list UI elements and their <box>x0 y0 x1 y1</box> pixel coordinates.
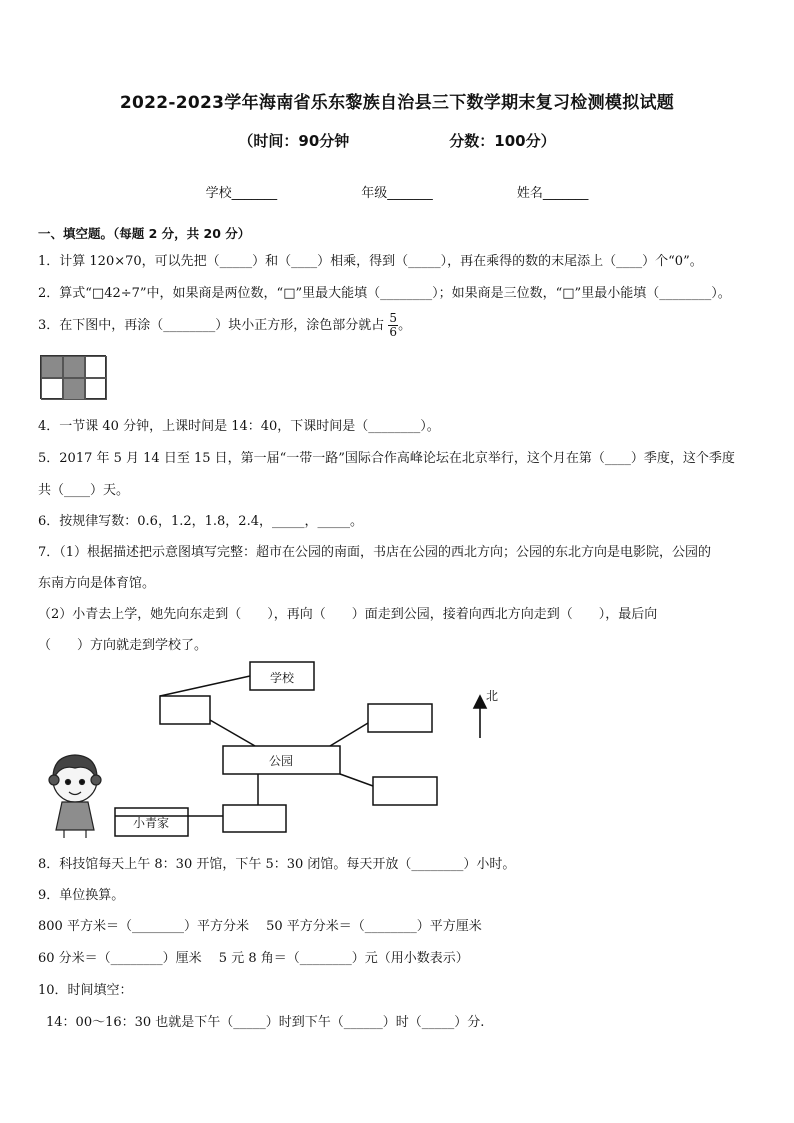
connector-line <box>330 723 368 746</box>
question-5-line1: 5．2017 年 5 月 14 日至 15 日，第一届“一带一路”国际合作高峰论坛在北京举行，这个月在第（____）季度，这个季度 <box>38 451 735 466</box>
grid-cell-shaded <box>63 356 85 378</box>
question-3-end: 。 <box>398 318 412 333</box>
connector-line <box>160 676 250 696</box>
grid-cell <box>85 356 107 378</box>
school-label: 学校 <box>269 671 295 685</box>
grid-cell-shaded <box>63 378 85 400</box>
map-diagram <box>40 658 520 843</box>
park-label: 公园 <box>268 754 294 768</box>
question-3 <box>38 312 411 339</box>
blank-box-northeast <box>368 704 432 732</box>
exam-meta <box>0 130 794 151</box>
fraction <box>388 312 398 339</box>
question-7-line3: （2）小青去上学，她先向东走到（ ），再向（ ）面走到公园，接着向西北方向走到（ ），最后向 <box>38 607 658 622</box>
question-5-line2: 共（____）天。 <box>38 483 130 498</box>
grid-cell <box>85 378 107 400</box>
north-arrow-icon <box>474 696 486 738</box>
question-3-text: 3．在下图中，再涂（________）块小正方形，涂色部分就占 <box>38 318 385 333</box>
question-9: 9．单位换算。 <box>38 888 125 903</box>
question-4: 4．一节课 40 分钟，上课时间是 14：40，下课时间是（________）。 <box>38 419 440 434</box>
home-label: 小青家 <box>132 816 170 830</box>
north-label: 北 <box>486 689 499 703</box>
grid-cell-shaded <box>41 356 63 378</box>
question-7-line2: 东南方向是体育馆。 <box>38 576 156 591</box>
question-1: 1．计算 120×70，可以先把（_____）和（____）相乘，得到（_____），再在乘得的数的末尾添上（____）个“0”。 <box>38 254 703 269</box>
blank-box-northwest <box>160 696 210 724</box>
question-7-line4: （ ）方向就走到学校了。 <box>38 638 208 653</box>
girl-illustration-icon <box>49 755 101 838</box>
question-9-row2: 60 分米＝（________）厘米 5 元 8 角＝（________）元（用小数表示） <box>38 951 469 966</box>
fraction-denominator: 6 <box>389 325 398 339</box>
question-9-row1: 800 平方米＝（________）平方分米 50 平方分米＝（________）平方厘米 <box>38 919 482 934</box>
grid-cell <box>41 378 63 400</box>
exam-score: 分数：100分） <box>449 132 556 150</box>
student-info <box>0 182 794 201</box>
page-title: 2022-2023学年海南省乐东黎族自治县三下数学期末复习检测模拟试题 <box>119 93 675 113</box>
question-8: 8．科技馆每天上午 8：30 开馆，下午 5：30 闭馆。每天开放（________）小时。 <box>38 857 516 872</box>
school-field: 学校_______ <box>205 186 278 201</box>
connector-line <box>340 774 373 786</box>
question-10-row1: 14：00～16：30 也就是下午（_____）时到下午（______）时（_____）分. <box>46 1015 485 1030</box>
exam-time: （时间：90分钟 <box>238 132 350 150</box>
fraction-numerator: 5 <box>389 311 398 325</box>
question-2: 2．算式“□42÷7”中，如果商是两位数，“□”里最大能填（________）；如果商是三位数，“□”里最小能填（________）。 <box>38 286 731 301</box>
question-10: 10．时间填空： <box>38 983 133 998</box>
blank-box-southeast <box>373 777 437 805</box>
blank-box-south <box>223 805 286 832</box>
square-grid <box>40 355 106 399</box>
section-heading: 一、填空题。（每题 2 分，共 20 分） <box>38 226 251 241</box>
question-6: 6．按规律写数：0.6，1.2，1.8，2.4，_____，_____。 <box>38 514 363 529</box>
name-field: 姓名_______ <box>516 186 589 201</box>
question-7-line1: 7．（1）根据描述把示意图填写完整：超市在公园的南面，书店在公园的西北方向；公园的东北方向是电影院，公园的 <box>38 545 712 560</box>
grade-field: 年级_______ <box>361 186 433 201</box>
connector-line <box>210 720 255 746</box>
